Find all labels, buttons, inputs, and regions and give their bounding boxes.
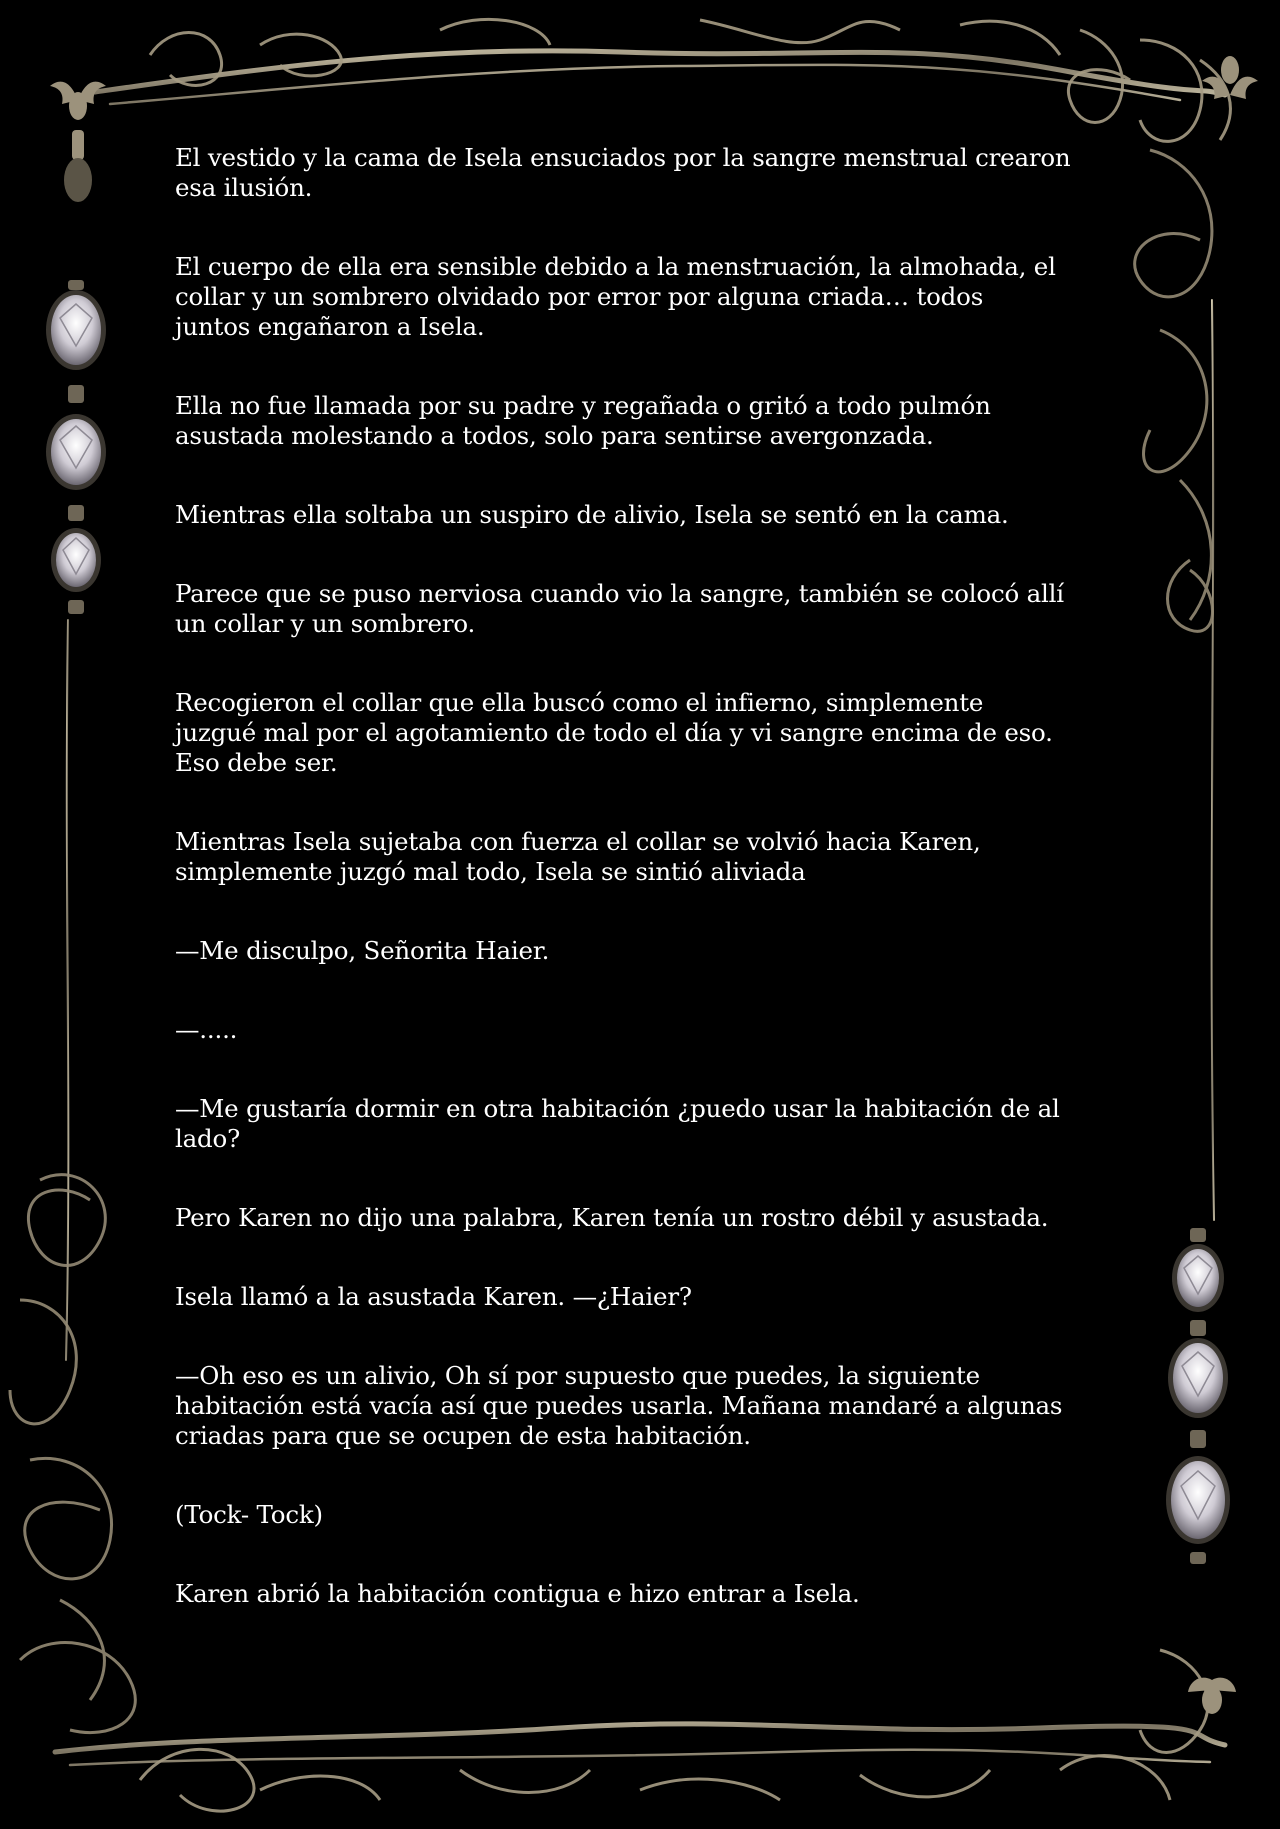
gem-left-3-icon: [51, 528, 101, 592]
paragraph: Recogieron el collar que ella buscó como el infierno, simplemente juzgué mal por el agotamiento de todo el día y vi sangre encima de eso. Eso debe ser.: [175, 688, 1053, 777]
gem-right-1-icon: [1172, 1244, 1224, 1312]
dialogue-line: —Oh eso es un alivio, Oh sí por supuesto que puedes, la siguiente habitación está vacía así que puedes usarla. Mañana mandaré a algunas criadas para que se ocupen de esta habitación.: [175, 1361, 1063, 1450]
gem-left-2-icon: [46, 414, 106, 490]
paragraph: Mientras Isela sujetaba con fuerza el collar se volvió hacia Karen, simplemente juzgó mal todo, Isela se sintió aliviada: [175, 827, 981, 886]
sound-effect: (Tock- Tock): [175, 1500, 323, 1529]
gem-right-3-icon: [1166, 1456, 1230, 1544]
scrollwork-left: [10, 1175, 135, 1733]
scrollwork-bottom: [140, 1650, 1208, 1811]
fleur-bottom-right-icon: [1188, 1678, 1236, 1714]
dialogue-line: —.....: [175, 1015, 238, 1044]
paragraph: Ella no fue llamada por su padre y regañada o gritó a todo pulmón asustada molestando a todos, solo para sentirse avergonzada.: [175, 391, 991, 450]
dialogue-line: —Me disculpo, Señorita Haier.: [175, 936, 550, 965]
scrollwork-top: [150, 19, 1230, 141]
paragraph: Mientras ella soltaba un suspiro de alivio, Isela se sentó en la cama.: [175, 500, 1009, 529]
fleur-top-left-icon: [50, 82, 106, 202]
story-text: [175, 143, 1105, 1658]
paragraph: El vestido y la cama de Isela ensuciados por la sangre menstrual crearon esa ilusión.: [175, 143, 1071, 202]
gem-left-1-icon: [46, 290, 106, 370]
paragraph: Isela llamó a la asustada Karen. —¿Haier?: [175, 1282, 692, 1311]
paragraph: El cuerpo de ella era sensible debido a la menstruación, la almohada, el collar y un sombrero olvidado por error por alguna criada… todos juntos engañaron a Isela.: [175, 252, 1056, 341]
paragraph: Parece que se puso nerviosa cuando vio la sangre, también se colocó allí un collar y un sombrero.: [175, 579, 1064, 638]
dialogue-line: —Me gustaría dormir en otra habitación ¿puedo usar la habitación de al lado?: [175, 1094, 1060, 1153]
paragraph: Karen abrió la habitación contigua e hizo entrar a Isela.: [175, 1579, 860, 1608]
paragraph: Pero Karen no dijo una palabra, Karen tenía un rostro débil y asustada.: [175, 1203, 1049, 1232]
gem-right-2-icon: [1168, 1338, 1228, 1418]
